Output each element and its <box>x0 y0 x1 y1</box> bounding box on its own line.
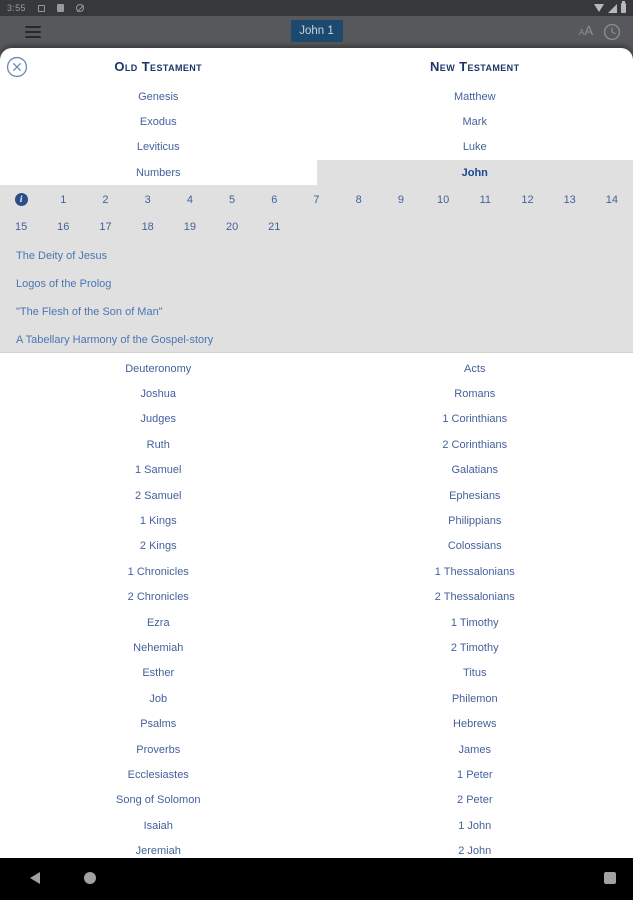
back-icon[interactable] <box>30 872 40 884</box>
book-item[interactable]: Colossians <box>447 540 502 553</box>
book-item[interactable]: Hebrews <box>453 718 497 731</box>
sim-icon <box>57 4 64 12</box>
info-icon: i <box>15 193 28 206</box>
chapter-number[interactable]: 18 <box>141 220 154 233</box>
book-item[interactable]: 2 John <box>458 845 492 858</box>
chapter-grid <box>0 185 633 240</box>
section-links <box>0 240 633 354</box>
chapter-number[interactable]: 11 <box>479 193 491 206</box>
old-testament-header: Old Testament <box>114 58 203 74</box>
book-item[interactable]: Ezra <box>146 616 170 629</box>
book-item[interactable]: Ephesians <box>449 489 501 502</box>
status-left <box>7 3 84 13</box>
book-item[interactable]: Psalms <box>140 718 177 731</box>
book-item[interactable]: Titus <box>463 667 487 680</box>
new-testament-header: New Testament <box>430 58 520 74</box>
book-item[interactable]: Jeremiah <box>135 845 181 858</box>
book-item[interactable]: Ecclesiastes <box>127 768 189 781</box>
ot-books-top <box>0 84 317 185</box>
book-item[interactable]: 2 Peter <box>457 794 493 807</box>
screenshot-icon <box>38 5 45 12</box>
book-item[interactable]: Luke <box>462 141 487 154</box>
book-intro-button[interactable] <box>0 186 42 213</box>
nav-bar <box>0 858 633 900</box>
chapter-number[interactable]: 13 <box>563 193 576 206</box>
book-item[interactable]: Song of Solomon <box>116 794 201 807</box>
font-size-small-a: A <box>578 28 585 37</box>
status-right <box>594 3 626 13</box>
book-item[interactable]: 2 Thessalonians <box>434 591 515 604</box>
nt-books-top <box>317 84 633 185</box>
nt-books-bottom <box>317 356 633 864</box>
book-item[interactable]: 1 Thessalonians <box>434 565 515 578</box>
wifi-icon <box>594 4 604 12</box>
current-reference-button[interactable] <box>291 20 343 42</box>
book-item[interactable]: Ruth <box>146 438 170 451</box>
book-item[interactable]: James <box>458 743 491 756</box>
book-item[interactable]: 1 John <box>458 819 492 832</box>
section-link[interactable]: The Deity of Jesus <box>16 250 108 263</box>
book-item[interactable]: Deuteronomy <box>125 362 192 375</box>
section-link[interactable]: A Tabellary Harmony of the Gospel-story <box>16 334 214 347</box>
book-item[interactable]: Nehemiah <box>133 641 184 654</box>
chapter-number[interactable]: 4 <box>186 193 193 206</box>
section-link[interactable]: "The Flesh of the Son of Man" <box>16 306 163 319</box>
chapter-number[interactable]: 21 <box>268 220 281 233</box>
chapter-number[interactable]: 6 <box>271 193 278 206</box>
menu-icon[interactable] <box>25 26 41 38</box>
book-chapter-picker <box>0 48 633 900</box>
book-item[interactable]: Genesis <box>138 90 179 103</box>
battery-icon <box>621 3 626 13</box>
book-item[interactable]: Galatians <box>451 464 498 477</box>
status-bar <box>0 0 633 16</box>
signal-icon <box>608 4 617 13</box>
book-item[interactable]: Acts <box>464 362 486 375</box>
chapter-number[interactable]: 20 <box>225 220 239 233</box>
book-item[interactable]: Philemon <box>451 692 498 705</box>
book-item[interactable]: Job <box>149 692 168 705</box>
book-item[interactable]: Leviticus <box>136 141 180 154</box>
home-icon[interactable] <box>84 872 96 884</box>
book-item[interactable]: Philippians <box>448 515 502 528</box>
book-item[interactable]: Numbers <box>135 166 181 179</box>
chapter-number[interactable]: 8 <box>355 193 362 206</box>
book-item[interactable]: Isaiah <box>143 819 173 832</box>
book-item[interactable]: 1 Peter <box>457 768 493 781</box>
app-bar <box>0 16 633 50</box>
book-item[interactable]: 1 Timothy <box>450 616 499 629</box>
chapter-number[interactable]: 19 <box>183 220 197 233</box>
book-item[interactable]: 2 Timothy <box>450 641 499 654</box>
book-item[interactable]: Esther <box>142 667 175 680</box>
chapter-number[interactable]: 15 <box>14 220 28 233</box>
chapter-number[interactable]: 5 <box>229 193 236 206</box>
chapter-section <box>0 185 633 353</box>
chapter-number[interactable]: 10 <box>436 193 450 206</box>
chapter-number[interactable]: 2 <box>102 193 109 206</box>
font-size-icon[interactable] <box>579 24 593 38</box>
chapter-number[interactable]: 9 <box>397 193 404 206</box>
book-item[interactable]: 2 Kings <box>139 540 177 553</box>
mute-icon <box>76 4 84 12</box>
book-item[interactable]: 1 Kings <box>139 515 177 528</box>
status-time: 3:55 <box>7 3 26 13</box>
recents-icon[interactable] <box>604 872 616 884</box>
chapter-number[interactable]: 1 <box>60 193 67 206</box>
chapter-number[interactable]: 14 <box>605 193 619 206</box>
clock-icon[interactable] <box>603 23 621 41</box>
chapter-number[interactable]: 16 <box>57 220 70 233</box>
book-item[interactable]: 2 Corinthians <box>442 438 508 451</box>
current-reference-label: John 1 <box>299 25 334 37</box>
book-item-selected[interactable]: John <box>317 160 633 185</box>
book-item[interactable]: Matthew <box>453 90 496 103</box>
book-item[interactable]: Romans <box>454 388 496 401</box>
book-item[interactable]: 1 Corinthians <box>442 413 508 426</box>
font-size-big-a: A <box>584 23 593 38</box>
chapter-number[interactable]: 7 <box>313 193 320 206</box>
book-item[interactable]: 1 Samuel <box>135 464 182 477</box>
book-item[interactable]: 1 Chronicles <box>127 565 189 578</box>
book-item[interactable]: Judges <box>140 413 176 426</box>
book-item[interactable]: Proverbs <box>136 743 181 756</box>
book-item[interactable]: Joshua <box>140 388 176 401</box>
book-item[interactable]: Exodus <box>139 115 177 128</box>
book-item[interactable]: Mark <box>462 115 487 128</box>
chapter-number[interactable]: 12 <box>521 193 534 206</box>
book-item[interactable]: 2 Chronicles <box>127 591 189 604</box>
ot-books-bottom <box>0 356 317 864</box>
chapter-number[interactable]: 17 <box>99 220 112 233</box>
book-item[interactable]: 2 Samuel <box>135 489 182 502</box>
chapter-number[interactable]: 3 <box>144 193 151 206</box>
section-link[interactable]: Logos of the Prolog <box>16 278 112 291</box>
